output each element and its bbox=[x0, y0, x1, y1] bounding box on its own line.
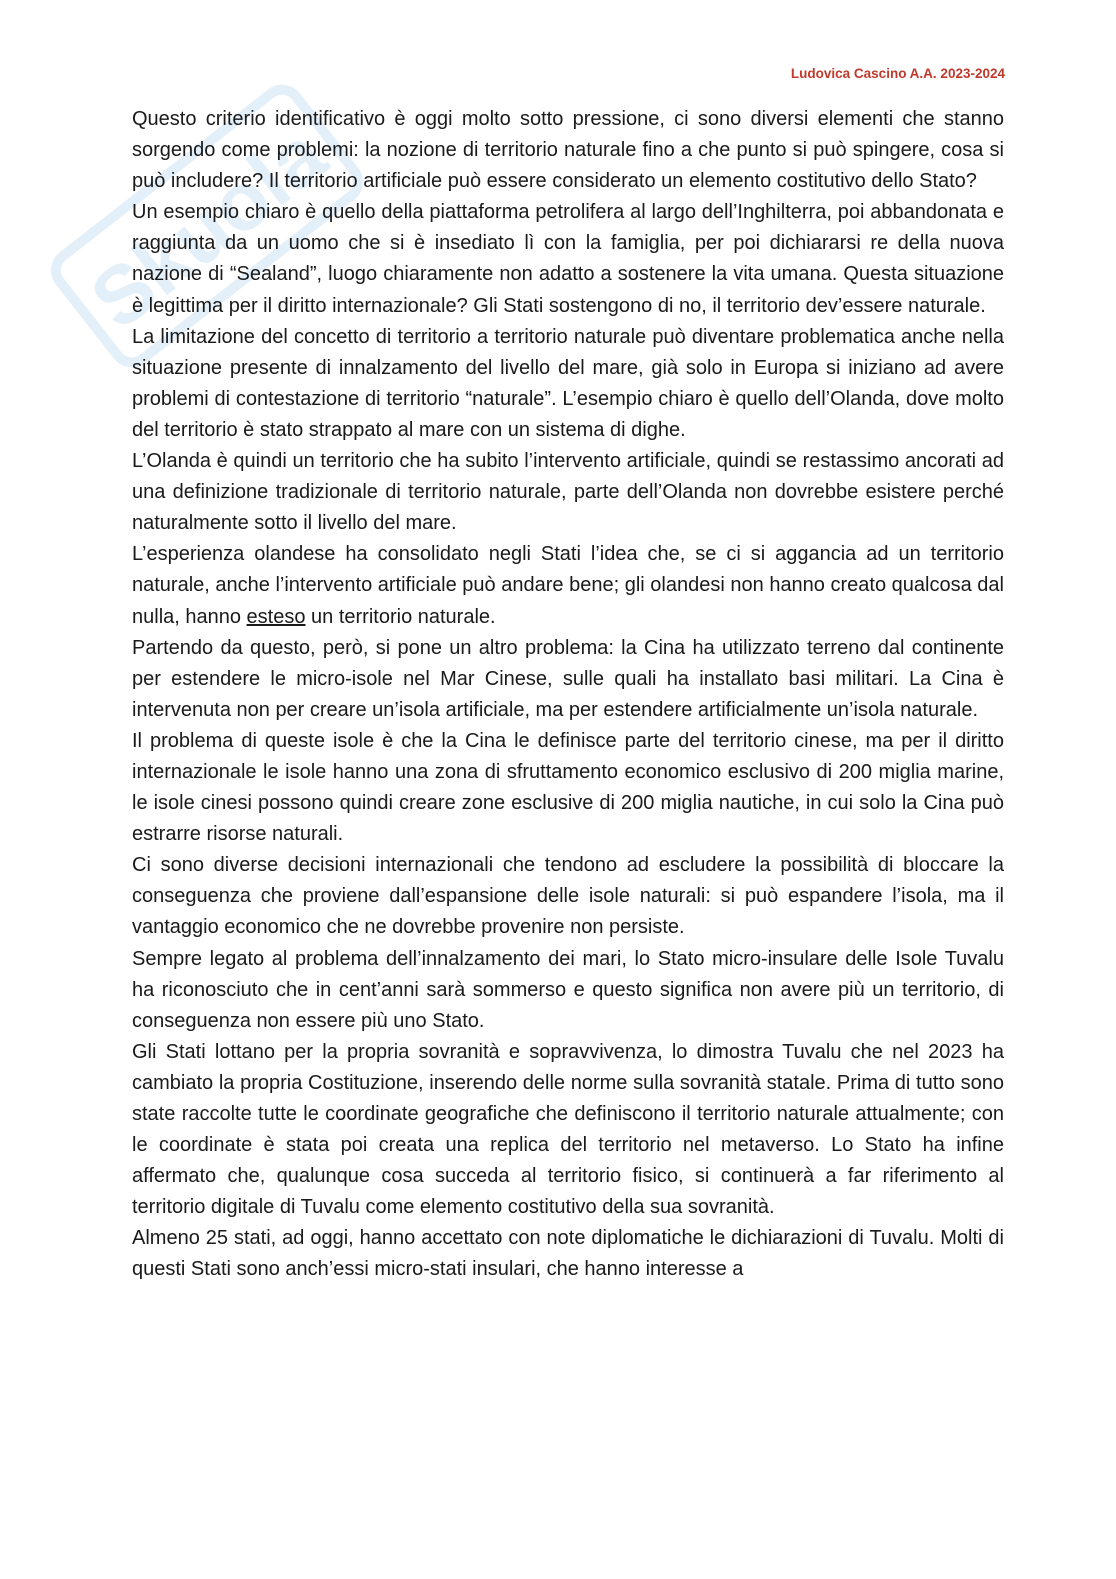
paragraph-1: Questo criterio identificativo è oggi molto sotto pressione, ci sono diversi elementi che stanno sorgendo come problemi: la nozione di territorio naturale fino a che punto si può spingere, cosa si può includere? Il territorio artificiale può essere considerato un elemento costitutivo dello Stato? bbox=[132, 108, 1004, 193]
paragraph-4: L’Olanda è quindi un territorio che ha subito l’intervento artificiale, quindi se restassimo ancorati ad una definizione tradizionale di territorio naturale, parte dell’Olanda non dovrebbe esistere perché naturalmente sotto il livello del mare. bbox=[132, 450, 1004, 535]
paragraph-10: Gli Stati lottano per la propria sovranità e sopravvivenza, lo dimostra Tuvalu che nel 2023 ha cambiato la propria Costituzione, inserendo delle norme sulla sovranità statale. Prima di tutto sono state raccolte tutte le coordinate geografiche che definiscono il territorio naturale attualmente; con le coordinate è stata poi creata una replica del territorio nel metaverso. Lo Stato ha infine affermato che, qualunque cosa succeda al territorio fisico, si continuerà a far riferimento al territorio digitale di Tuvalu come elemento costitutivo della sua sovranità. bbox=[132, 1040, 1004, 1219]
underlined-word: esteso bbox=[246, 605, 306, 628]
page-header-author: Ludovica Cascino A.A. 2023-2024 bbox=[790, 66, 1005, 81]
paragraph-5-text-start: L’esperienza olandese ha consolidato negli Stati l’idea che, se ci si aggancia ad un territorio naturale, anche l’intervento artificiale può andare bene; gli olandesi non hanno creato qualcosa dal nulla, hanno bbox=[132, 543, 1004, 628]
watermark-logo-text: Skuola bbox=[74, 109, 343, 347]
paragraph-2: Un esempio chiaro è quello della piattaforma petrolifera al largo dell’Inghilterra, poi abbandonata e raggiunta da un uomo che si è insediato lì con la famiglia, per poi dichiararsi re della nuova nazione di “Sealand”, luogo chiaramente non adatto a sostenere la vita umana. Questa situazione è legittima per il diritto internazionale? Gli Stati sostengono di no, il territorio dev’essere naturale. bbox=[132, 201, 1004, 317]
paragraph-7: Il problema di queste isole è che la Cina le definisce parte del territorio cinese, ma per il diritto internazionale le isole hanno una zona di sfruttamento economico esclusivo di 200 miglia marine, le isole cinesi possono quindi creare zone esclusive di 200 miglia nautiche, in cui solo la Cina può estrarre risorse naturali. bbox=[132, 729, 1004, 846]
paragraph-11: Almeno 25 stati, ad oggi, hanno accettato con note diplomatiche le dichiarazioni di Tuvalu. Molti di questi Stati sono anch’essi micro-stati insulari, che hanno interesse a bbox=[132, 1227, 1004, 1281]
paragraph-6: Partendo da questo, però, si pone un altro problema: la Cina ha utilizzato terreno dal continente per estendere le micro-isole nel Mar Cinese, sulle quali ha installato basi militari. La Cina è intervenuta non per creare un’isola artificiale, ma per estendere artificialmente un’isola naturale. bbox=[132, 636, 1004, 721]
paragraph-5 bbox=[132, 539, 1004, 632]
paragraph-9: Sempre legato al problema dell’innalzamento dei mari, lo Stato micro-insulare delle Isole Tuvalu ha riconosciuto che in cent’anni sarà sommerso e questo significa non avere più un territorio, di conseguenza non essere più uno Stato. bbox=[132, 947, 1004, 1032]
paragraph-3: La limitazione del concetto di territorio a territorio naturale può diventare problematica anche nella situazione presente di innalzamento del livello del mare, già solo in Europa si iniziano ad avere problemi di contestazione di territorio “naturale”. L’esempio chiaro è quello dell’Olanda, dove molto del territorio è stato strappato al mare con un sistema di dighe. bbox=[132, 325, 1004, 441]
paragraph-5-text-end: un territorio naturale. bbox=[305, 605, 496, 628]
paragraph-8: Ci sono diverse decisioni internazionali che tendono ad escludere la possibilità di bloccare la conseguenza che proviene dall’espansione delle isole naturali: si può espandere l’isola, ma il vantaggio economico che ne dovrebbe provenire non persiste. bbox=[132, 854, 1004, 939]
document-body bbox=[132, 104, 1004, 1286]
